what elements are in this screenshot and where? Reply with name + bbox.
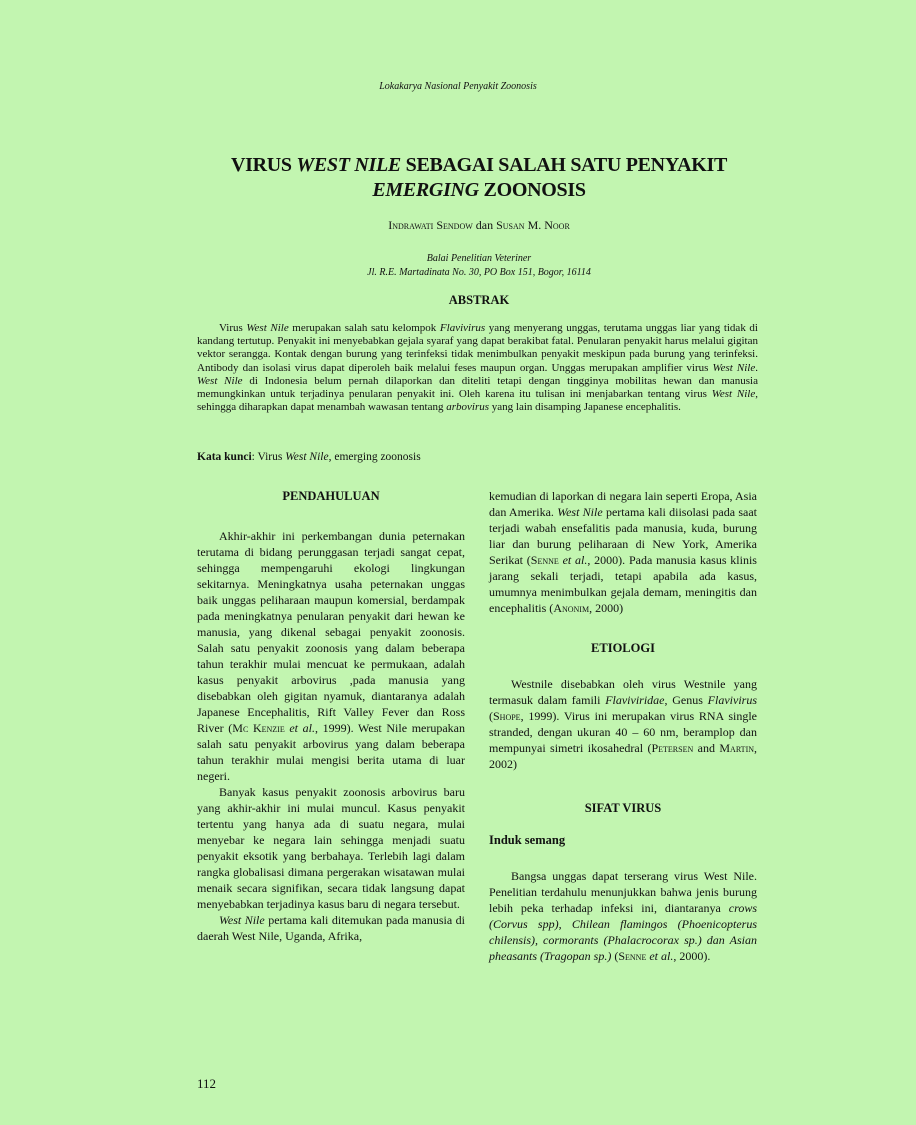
keywords-text: : Virus: [251, 451, 286, 463]
paragraph: Banyak kasus penyakit zoonosis arbovirus baru yang akhir-akhir ini mulai muncul. Kasus penyakit tertentu yang hanya ada di suatu negara, mulai menyebar ke negara lain sehingga menjadi suatu penyakit eksotik yang berbahaya. Terlebih lagi dalam rangka globalisasi dimana pergerakan wisatawan mulai menaik secara signifikan, secara tidak langsung dapat menyebabkan terjadinya kasus baru di negara tersebut.: [197, 785, 465, 911]
paragraph-italic: Flaviviridae: [605, 693, 665, 707]
title-italic: WEST NILE: [296, 154, 401, 176]
paragraph-text: , 1999). West Nile merupakan salah satu penyakit arbovirus yang dalam beberapa tahun terakhir mulai mengisi berita utama di luar negeri.: [197, 721, 465, 783]
citation-italic: et al.: [646, 949, 674, 963]
paragraph-text: (: [611, 949, 619, 963]
paragraph: [489, 676, 757, 772]
paragraph: [197, 912, 465, 944]
title-text: SEBAGAI SALAH SATU PENYAKIT: [400, 154, 728, 176]
paragraph-text: , 1999). Virus ini merupakan virus RNA single stranded, dengan ukuran 40 – 60 nm, beramplop dan mempunyai simetri ikosahedral (: [489, 709, 757, 755]
citation-author: Petersen: [651, 741, 694, 755]
citation-italic: et al.: [284, 721, 315, 735]
page-number: 112: [197, 1076, 217, 1091]
paragraph-text: Bangsa unggas dapat terserang virus West Nile. Penelitian terdahulu menunjukkan bahwa jenis burung lebih peka terhadap infeksi ini, diantaranya: [489, 869, 757, 915]
paragraph-text: , 2000): [589, 601, 624, 615]
abstract-italic: West Nile: [712, 361, 756, 374]
author-name: Indrawati Sendow: [388, 218, 473, 232]
abstract-body: [197, 322, 758, 414]
paragraph-text: (: [489, 709, 493, 723]
keywords-label: Kata kunci: [197, 451, 252, 463]
author-conjunction: dan: [475, 218, 494, 232]
paragraph-text: pertama kali diisolasi pada saat terjadi wabah ensefalitis pada manusia, kuda, burung liar dan burung peliharaan di New York, Amerika Serikat (: [489, 505, 757, 567]
right-column: [489, 488, 757, 964]
abstract-italic: Flavivirus: [439, 322, 486, 334]
affiliation-line: Balai Penelitian Veteriner: [426, 253, 532, 264]
paragraph: [489, 868, 757, 964]
subsection-heading-induk-semang: Induk semang: [489, 833, 566, 847]
paragraph-text: and: [693, 741, 720, 755]
keywords-italic: West Nile: [285, 451, 329, 463]
abstract-italic: West Nile: [197, 374, 243, 387]
abstract-italic: West Nile: [246, 322, 289, 334]
affiliation-line: Jl. R.E. Martadinata No. 30, PO Box 151, Bogor, 16114: [367, 267, 591, 278]
title-italic: EMERGING: [372, 179, 479, 201]
paper-title: [0, 153, 916, 203]
paragraph-text: , 2000). Pada manusia kasus klinis jarang sekali terjadi, tetapi apabila ada kasus, umumnya menimbulkan gejala demam, meningitis dan encephalitis (: [489, 553, 757, 615]
abstract-text: , sehingga diharapkan dapat menambah wawasan tentang: [197, 388, 758, 414]
paragraph: [489, 488, 757, 616]
citation-author: Martin: [719, 741, 755, 755]
abstract-italic: arbovirus: [446, 401, 490, 414]
citation-author: Anonim: [553, 601, 590, 615]
paragraph-text: , 2000).: [673, 949, 711, 963]
paragraph-italic: West Nile: [219, 913, 265, 927]
citation-italic: et al.: [558, 553, 588, 567]
left-column: [197, 488, 465, 944]
abstract-italic: West Nile: [711, 388, 756, 401]
title-text: VIRUS: [230, 154, 297, 176]
paragraph-italic: West Nile: [557, 505, 603, 519]
running-head: Lokakarya Nasional Penyakit Zoonosis: [379, 81, 537, 92]
paragraph-text: Akhir-akhir ini perkembangan dunia peternakan terutama di bidang perunggasan terjadi sangat cepat, sehingga mempengaruhi ekologi lingkungan sekitarnya. Meningkatnya usaha peternakan unggas baik unggas peliharaan maupun komersial, berdampak pada meningkatnya penularan penyakit dari hewan ke manusia, yang dikenal sebagai penyakit zoonosis. Salah satu penyakit zoonosis yang dalam beberapa tahun terakhir mulai mencuat ke permukaan, adalah kasus penyakit arbovirus ,pada manusia yang disebabkan oleh gigitan nyamuk, diantaranya adalah Japanese Encephalitis, Rift Valley Fever dan Ross River (: [197, 529, 465, 735]
affiliation: [0, 252, 916, 280]
abstract-text: merupakan salah satu kelompok: [288, 322, 440, 334]
abstract-text: yang lain disamping Japanese encephalitis.: [489, 401, 681, 414]
authors: [0, 218, 916, 233]
paragraph-italic: crows (Corvus spp), Chilean flamingos (Phoenicopterus chilensis), cormorants (Phalacrocorax sp.) dan Asian pheasants (Tragopan sp.): [489, 901, 757, 963]
abstract-text: di Indonesia belum pernah dilaporkan dan diteliti tetapi dengan tingginya mobilitas hewan dan manusia memungkinkan untuk terjadinya penularan penyakit ini. Oleh karena itu tulisan ini menjabarkan tentang virus: [197, 374, 758, 401]
paragraph-text: Westnile disebabkan oleh virus Westnile yang termasuk dalam famili: [489, 677, 757, 707]
paragraph-text: kemudian di laporkan di negara lain seperti Eropa, Asia dan Amerika.: [489, 489, 757, 519]
abstract-text: .: [755, 361, 758, 374]
keywords: [197, 451, 758, 463]
abstract-heading: ABSTRAK: [448, 293, 510, 307]
section-heading-etiologi: ETIOLOGI: [591, 641, 655, 655]
citation-author: Mc Kenzie: [232, 721, 285, 735]
abstract-text: Virus: [219, 322, 247, 334]
paragraph-text: , 2002): [489, 741, 758, 771]
author-name: Susan M. Noor: [496, 218, 570, 232]
paragraph-text: , Genus: [664, 693, 708, 707]
citation-author: Senne: [530, 553, 559, 567]
citation-author: Senne: [618, 949, 647, 963]
paragraph-italic: Flavivirus: [707, 693, 757, 707]
title-text: ZOONOSIS: [478, 179, 586, 201]
section-heading-pendahuluan: PENDAHULUAN: [282, 489, 380, 503]
paragraph: [197, 528, 465, 784]
citation-author: Shope: [493, 709, 521, 723]
keywords-text: , emerging zoonosis: [328, 451, 421, 463]
paragraph-text: pertama kali ditemukan pada manusia di daerah West Nile, Uganda, Afrika,: [197, 913, 465, 943]
section-heading-sifat-virus: SIFAT VIRUS: [584, 801, 662, 815]
abstract-text: yang menyerang unggas, terutama unggas liar yang tidak di kandang tertutup. Penyakit ini menyebabkan gejala syaraf yang dapat berakibat fatal. Penularan penyakit harus melalui gigitan vektor serangga. Kontak dengan burung yang terinfeksi tidak menimbulkan penyakit meskipun pada burung yang terinfeksi. Antibody dan isolasi virus dapat diperoleh baik melalui feses maupun organ. Unggas merupakan amplifier virus: [197, 322, 758, 374]
